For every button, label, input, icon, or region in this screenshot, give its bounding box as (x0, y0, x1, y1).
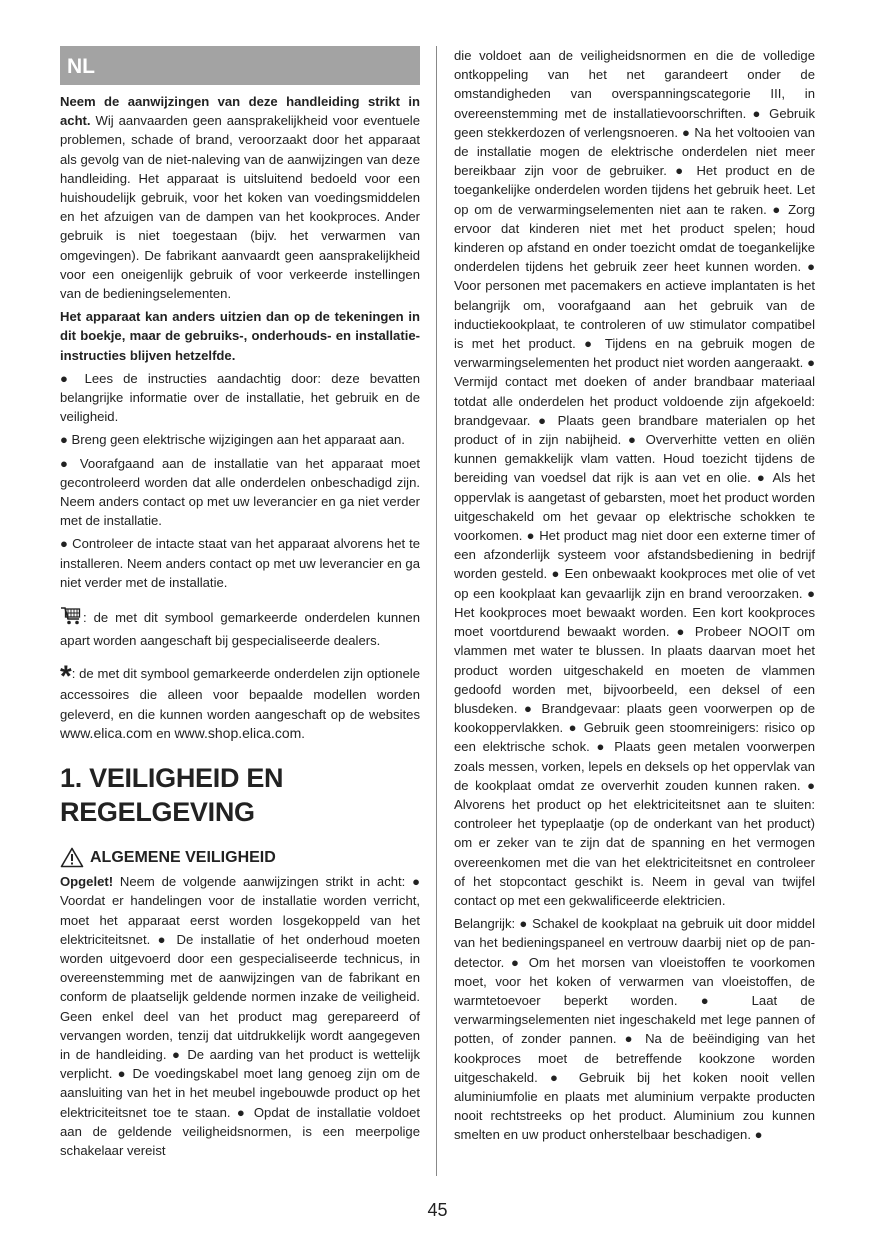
bullet-electrical: ● Breng geen elektrische wijzigingen aan het apparaat aan. (60, 432, 405, 448)
bullet-instructions: ● Lees de instructies aandachtig door: deze bevatten belangrijke informatie over de installatie, het gebruik en de veiligheid. (60, 370, 420, 425)
column-divider (436, 46, 437, 1176)
url-shop-elica[interactable]: www.shop.elica.com (174, 724, 302, 741)
intro-paragraph (60, 92, 420, 303)
intro-text: Wij aanvaarden geen aansprakelijkheid voor eventuele problemen, schade of brand, veroorzaakt door het apparaat als gevolg van de niet-naleving van de aanwijzingen van deze handleiding. Het apparaat is uitsluitend bedoeld voor een huishoudelijk gebruik, voor het koken van voedingsmiddelen en het afzuigen van de dampen van het kookproces. Ander gebruik is niet toegestaan (bijv. het verwarmen van omgevingen). De fabrikant aanvaardt geen aansprakelijkheid voor een oneigenlijk gebruik of voor verkeerde instellingen van de bedieningselementen. (60, 113, 420, 302)
asterisk-symbol-note (60, 660, 420, 743)
intro-bold: Neem de aanwijzingen van deze handleiding strikt in acht. (60, 94, 420, 129)
subsection-title (60, 847, 420, 868)
drawing-note: Het apparaat kan anders uitzien dan op de tekeningen in dit boekje, maar de gebruiks-, onderhouds- en installatie-instructies blijven hetzelfde. (60, 309, 420, 363)
warning-icon (60, 847, 84, 868)
section-title-line2: REGELGEVING (60, 797, 255, 828)
section-title-line1: 1. VEILIGHEID EN (60, 763, 284, 794)
subsection-title-text: ALGEMENE VEILIGHEID (90, 848, 276, 866)
safety-continued: die voldoet aan de veiligheidsnormen en die de volledige ontkoppeling van het net garandeert onder de omstandigheden van overspanningscategorie III, in overeenstemming met de installatievoorschriften. ● Gebruik geen stekkerdozen of verlengsnoeren. ● Na het voltooien van de installatie mogen de elektrische onderdelen niet meer bereikbaar zijn voor de gebruiker. ● Het product en de toegankelijke onderdelen worden tijdens het gebruik heet. Let op om de verwarmingselementen niet aan te raken. ● Zorg ervoor dat kinderen niet met het product spelen; houd kinderen op afstand en onder toezicht omdat de toegankelijke onderdelen tijdens het gebruik zeer heet kunnen worden. ● Voor personen met pacemakers en actieve implantaten is het belangrijk om, voorafgaand aan het gebruik van de inductiekookplaat, te controleren of uw stimulator compatibel is met het product. ● Tijdens en na gebruik mogen de verwarmingselementen het product niet worden aangeraakt. ● Vermijd contact met doeken of ander brandbaar materiaal totdat alle onderdelen het product voldoende zijn afgekoeld: brandgevaar. ● Plaats geen brandbare materialen op het product of in zijn nabijheid. ● Oververhitte vetten en oliën kunnen gemakkelijk vlam vatten. Houd toezicht tijdens de bereiding van voedsel dat rijk is aan vet en olie. ● Als het oppervlak is aangetast of gebarsten, moet het product worden uitgeschakeld om het gevaar op elektrische schokken te voorkomen. ● Het product mag niet door een externe timer of een afzonderlijk systeem voor afstandsbediening in bedrijf worden gesteld. ● Een onbewaakt kookproces met olie of vet op een kookplaat kan gevaarlijk zijn en brand veroorzaken. ● Het kookproces moet bewaakt worden. Een kort kookproces moet voortdurend bewaakt worden. ● Probeer NOOIT om vlammen met water te blussen. In plaats daarvan moet het product worden uitgeschakeld en moeten de vlammen gedoofd worden met, bijvoorbeeld, een deksel of een blusdeken. ● Brandgevaar: plaats geen voorwerpen op de kookoppervlakken. ● Gebruik geen stoomreinigers: risico op een elektrische schok. ● Plaats geen metalen voorwerpen zoals messen, vorken, lepels en deksels op het oppervlak van de kookplaat omdat ze oververhit zouden kunnen raken. ● Alvorens het product op het elektriciteitsnet aan te sluiten: controleer het typeplaatje (op de onderkant van het product) om er zeker van te zijn dat de spanning en het vermogen overeenkomen met die van het elektriciteitsnet en controleer of het stopcontact geschikt is. Neem in geval van twijfel contact op met een gekwalificeerde elektricien. (454, 48, 815, 908)
section-title (60, 761, 420, 829)
cart-symbol-note (60, 606, 420, 650)
page-number: 45 (427, 1200, 448, 1220)
language-header: NL (60, 46, 420, 85)
bullet-check-intact: ● Controleer de intacte staat van het apparaat alvorens het te installeren. Neem anders contact op met uw leverancier en ga niet verder met de installatie. (60, 536, 420, 590)
asterisk-symbol-text: : de met dit symbool gemarkeerde onderdelen zijn optionele accessoires die alleen voor bepaalde modellen worden geleverd, en die kunnen worden aangeschaft op de websites (60, 666, 420, 722)
shopping-cart-icon (60, 606, 82, 631)
right-column (454, 46, 815, 1149)
asterisk-icon: * (60, 660, 72, 694)
cart-symbol-text: : de met dit symbool gemarkeerde onderdelen kunnen apart worden aangeschaft bij gespecialiseerde dealers. (60, 610, 420, 649)
safety-text: Neem de volgende aanwijzingen strikt in acht: ● Voordat er handelingen voor de installatie worden verricht, moet het apparaat eerst worden losgekoppeld van het elektriciteitsnet. ● De installatie of het onderhoud moeten worden uitgevoerd door een gespecialiseerde technicus, in overeenstemming met de aanwijzingen van de fabrikant en conform de plaatselijk geldende normen inzake de veiligheid. Geen enkel deel van het product mag gerepareerd of vervangen worden, tenzij dat uitdrukkelijk wordt aangegeven in de handleiding. ● De aarding van het product is wettelijk verplicht. ● De voedingskabel moet lang genoeg zijn om de aansluiting van het in het meubel ingebouwde product op het elektriciteitsnet toe te staan. ● Opdat de installatie voldoet aan de geldende veiligheidsnormen, is een meerpolige schakelaar vereist (60, 874, 420, 1158)
left-column (60, 46, 420, 1164)
safety-warning-bold: Opgelet! (60, 874, 114, 890)
url-end: . (301, 725, 305, 741)
url-elica[interactable]: www.elica.com (60, 724, 153, 741)
important-paragraph: Belangrijk: ● Schakel de kookplaat na gebruik uit door middel van het bedieningspaneel en vertrouw daarbij niet op de pan-detector. ● Om het morsen van vloeistoffen te voorkomen moet, voor het koken of verwarmen van vloeistoffen, de warmtetoevoer beperkt worden. ● Laat de verwarmingselementen niet ingeschakeld met lege pannen of potten, of zonder pannen. ● Na de beëindiging van het kookproces moet de betreffende kookzone worden uitgeschakeld. ● Gebruik bij het koken nooit vellen aluminiumfolie en plaats met aluminium verpakte producten nooit rechtstreeks op het product. Aluminium zou kunnen smelten en uw product onherstelbaar beschadigen. ● (454, 916, 815, 1143)
url-join: en (152, 725, 175, 741)
safety-paragraph (60, 872, 420, 1160)
bullet-check-parts: ● Voorafgaand aan de installatie van het apparaat moet gecontroleerd worden dat alle onderdelen onbeschadigd zijn. Neem anders contact op met uw leverancier en ga niet verder met de installatie. (60, 455, 420, 529)
